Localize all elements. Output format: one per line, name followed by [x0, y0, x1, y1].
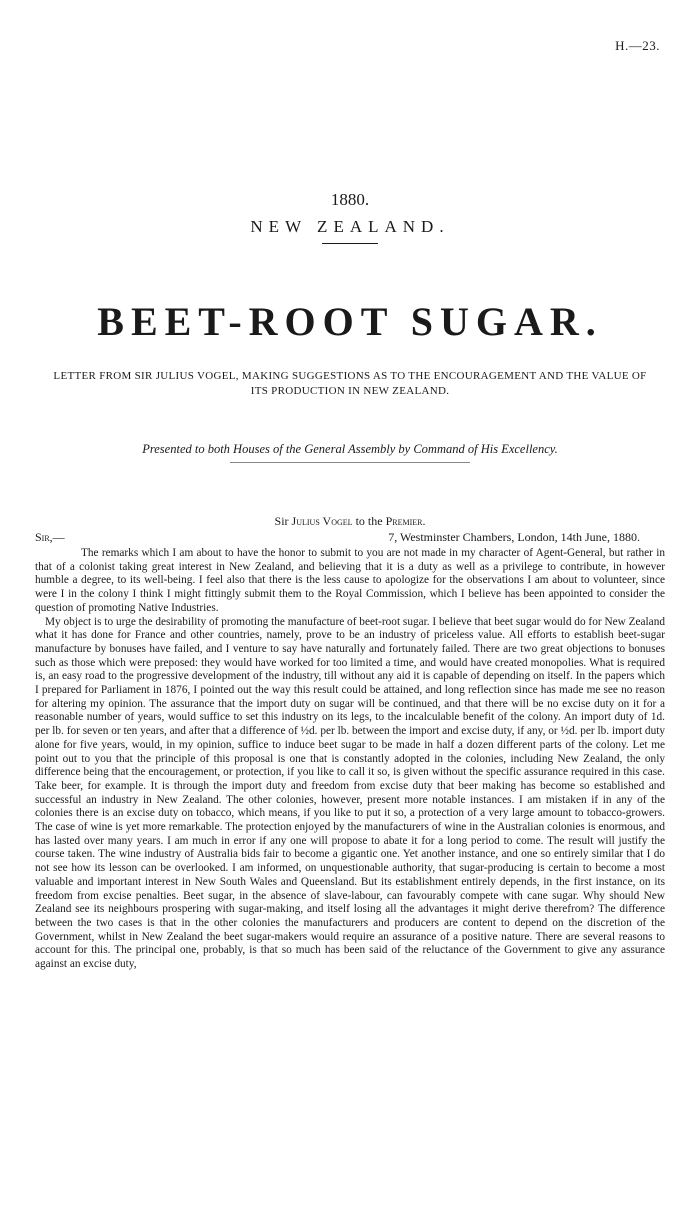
document-title: BEET-ROOT SUGAR. [97, 299, 603, 344]
from-recipient: Premier. [385, 514, 426, 528]
divider-short [322, 243, 378, 244]
document-subtitle: LETTER FROM SIR JULIUS VOGEL, MAKING SUGGESTIONS AS TO THE ENCOURAGEMENT AND THE VALUE OF ITS PRODUCTION IN NEW ZEALAND. [53, 370, 647, 397]
from-prefix: Sir [274, 514, 292, 528]
year: 1880. [330, 190, 370, 209]
from-name: Julius Vogel [291, 514, 353, 528]
letter-body [35, 547, 665, 972]
dateline: 7, Westminster Chambers, London, 14th June, 1880. [388, 530, 640, 544]
divider-long [230, 462, 470, 463]
country-heading: NEW ZEALAND. [250, 217, 450, 236]
letter-heading [0, 514, 700, 529]
paragraph-1: The remarks which I am about to have the honor to submit to you are not made in my character of Agent-General, but rather in that of a colonist taking great interest in New Zealand, and believing that it is a duty as well as a privilege to contribute, in however humble a degree, to its well-being. I feel also that there is the less cause to apologize for the observations I am about to volunteer, since were I in the colony I think I might fittingly submit them to the Royal Commission, which I believe has been appointed to consider the question of promoting Native Industries. [35, 547, 665, 614]
paragraph-2: My object is to urge the desirability of promoting the manufacture of beet-root sugar. I believe that beet sugar would do for New Zealand what it has done for France and other countries, namely, prove to be an industry of priceless value. All efforts to establish beet-sugar manufacture by bonuses have failed, and I venture to say have naturally and fortunately failed. There are two great objections to bonuses such as those which were preposed: they would have worked for too limited a time, and would have created monopolies. What is required is, an easy road to the progressive development of the industry, till without any aid it is capable of depending on itself. In the papers which I prepared for Parliament in 1876, I pointed out the way this result could be attained, and long reflection since has made me see no reason for altering my opinion. The assurance that the import duty on sugar will be continued, and that there will be no excise duty on it for a reasonable number of years, would suffice to set this industry on its legs, to the incalculable benefit of the colony. An import duty of 1d. per lb. for seven or ten years, and after that a difference of ½d. per lb. between the import and excise duty, if any, or ½d. per lb. import duty alone for five years, would, in my opinion, suffice to induce beet sugar to be made in half a dozen different parts of the colony. Let me point out to you that the principle of this proposal is one that is constantly adopted in the colonies, including New Zealand, the only difference being that the encouragement, or protection, if you like to call it so, is given without the specific assurance required in this case. Take beer, for example. It is through the import duty and freedom from excise duty that beer making has become so established and successful an industry in New Zealand. The other colonies, however, present more notable instances. I am mistaken if in any of the colonies there is an excise duty on tobacco, which means, if you like to put it so, a protection of a very large amount to tobacco-growers. The case of wine is yet more remarkable. The protection enjoyed by the manufacturers of wine in the Australian colonies is enormous, and has lasted over many years. I am much in error if any one will propose to abate it for a long period to come. The result will justify the course taken. The wine industry of Australia bids fair to become a gigantic one. Yet another instance, and one so entirely similar that I do not see how its lesson can be overlooked. I am informed, on unquestionable authority, that sugar-producing is certain to become a most valuable and important interest in New South Wales and Queensland. But its establishment entirely depends, in the first instance, on its freedom from excise penalties. Beet sugar, in the absence of slave-labour, can favourably compete with cane sugar. Why should New Zealand see its neighbours prospering with sugar-making, and itself losing all the advantages it might derive therefrom? The difference between the two cases is that in the other colonies the manufacturers and producers are content to depend on the discretion of the Government, whilst in New Zealand the beet sugar-makers would require an assurance of a positive nature. There are several reasons to account for this. The principal one, probably, is that so much has been said of the reluctance of the Government to give any assurance against an excise duty, [35, 615, 665, 971]
from-to: to the [352, 514, 386, 528]
document-reference: H.—23. [615, 38, 660, 53]
presented-note: Presented to both Houses of the General Assembly by Command of His Excellency. [142, 442, 558, 456]
salutation: Sir,— [35, 530, 65, 544]
